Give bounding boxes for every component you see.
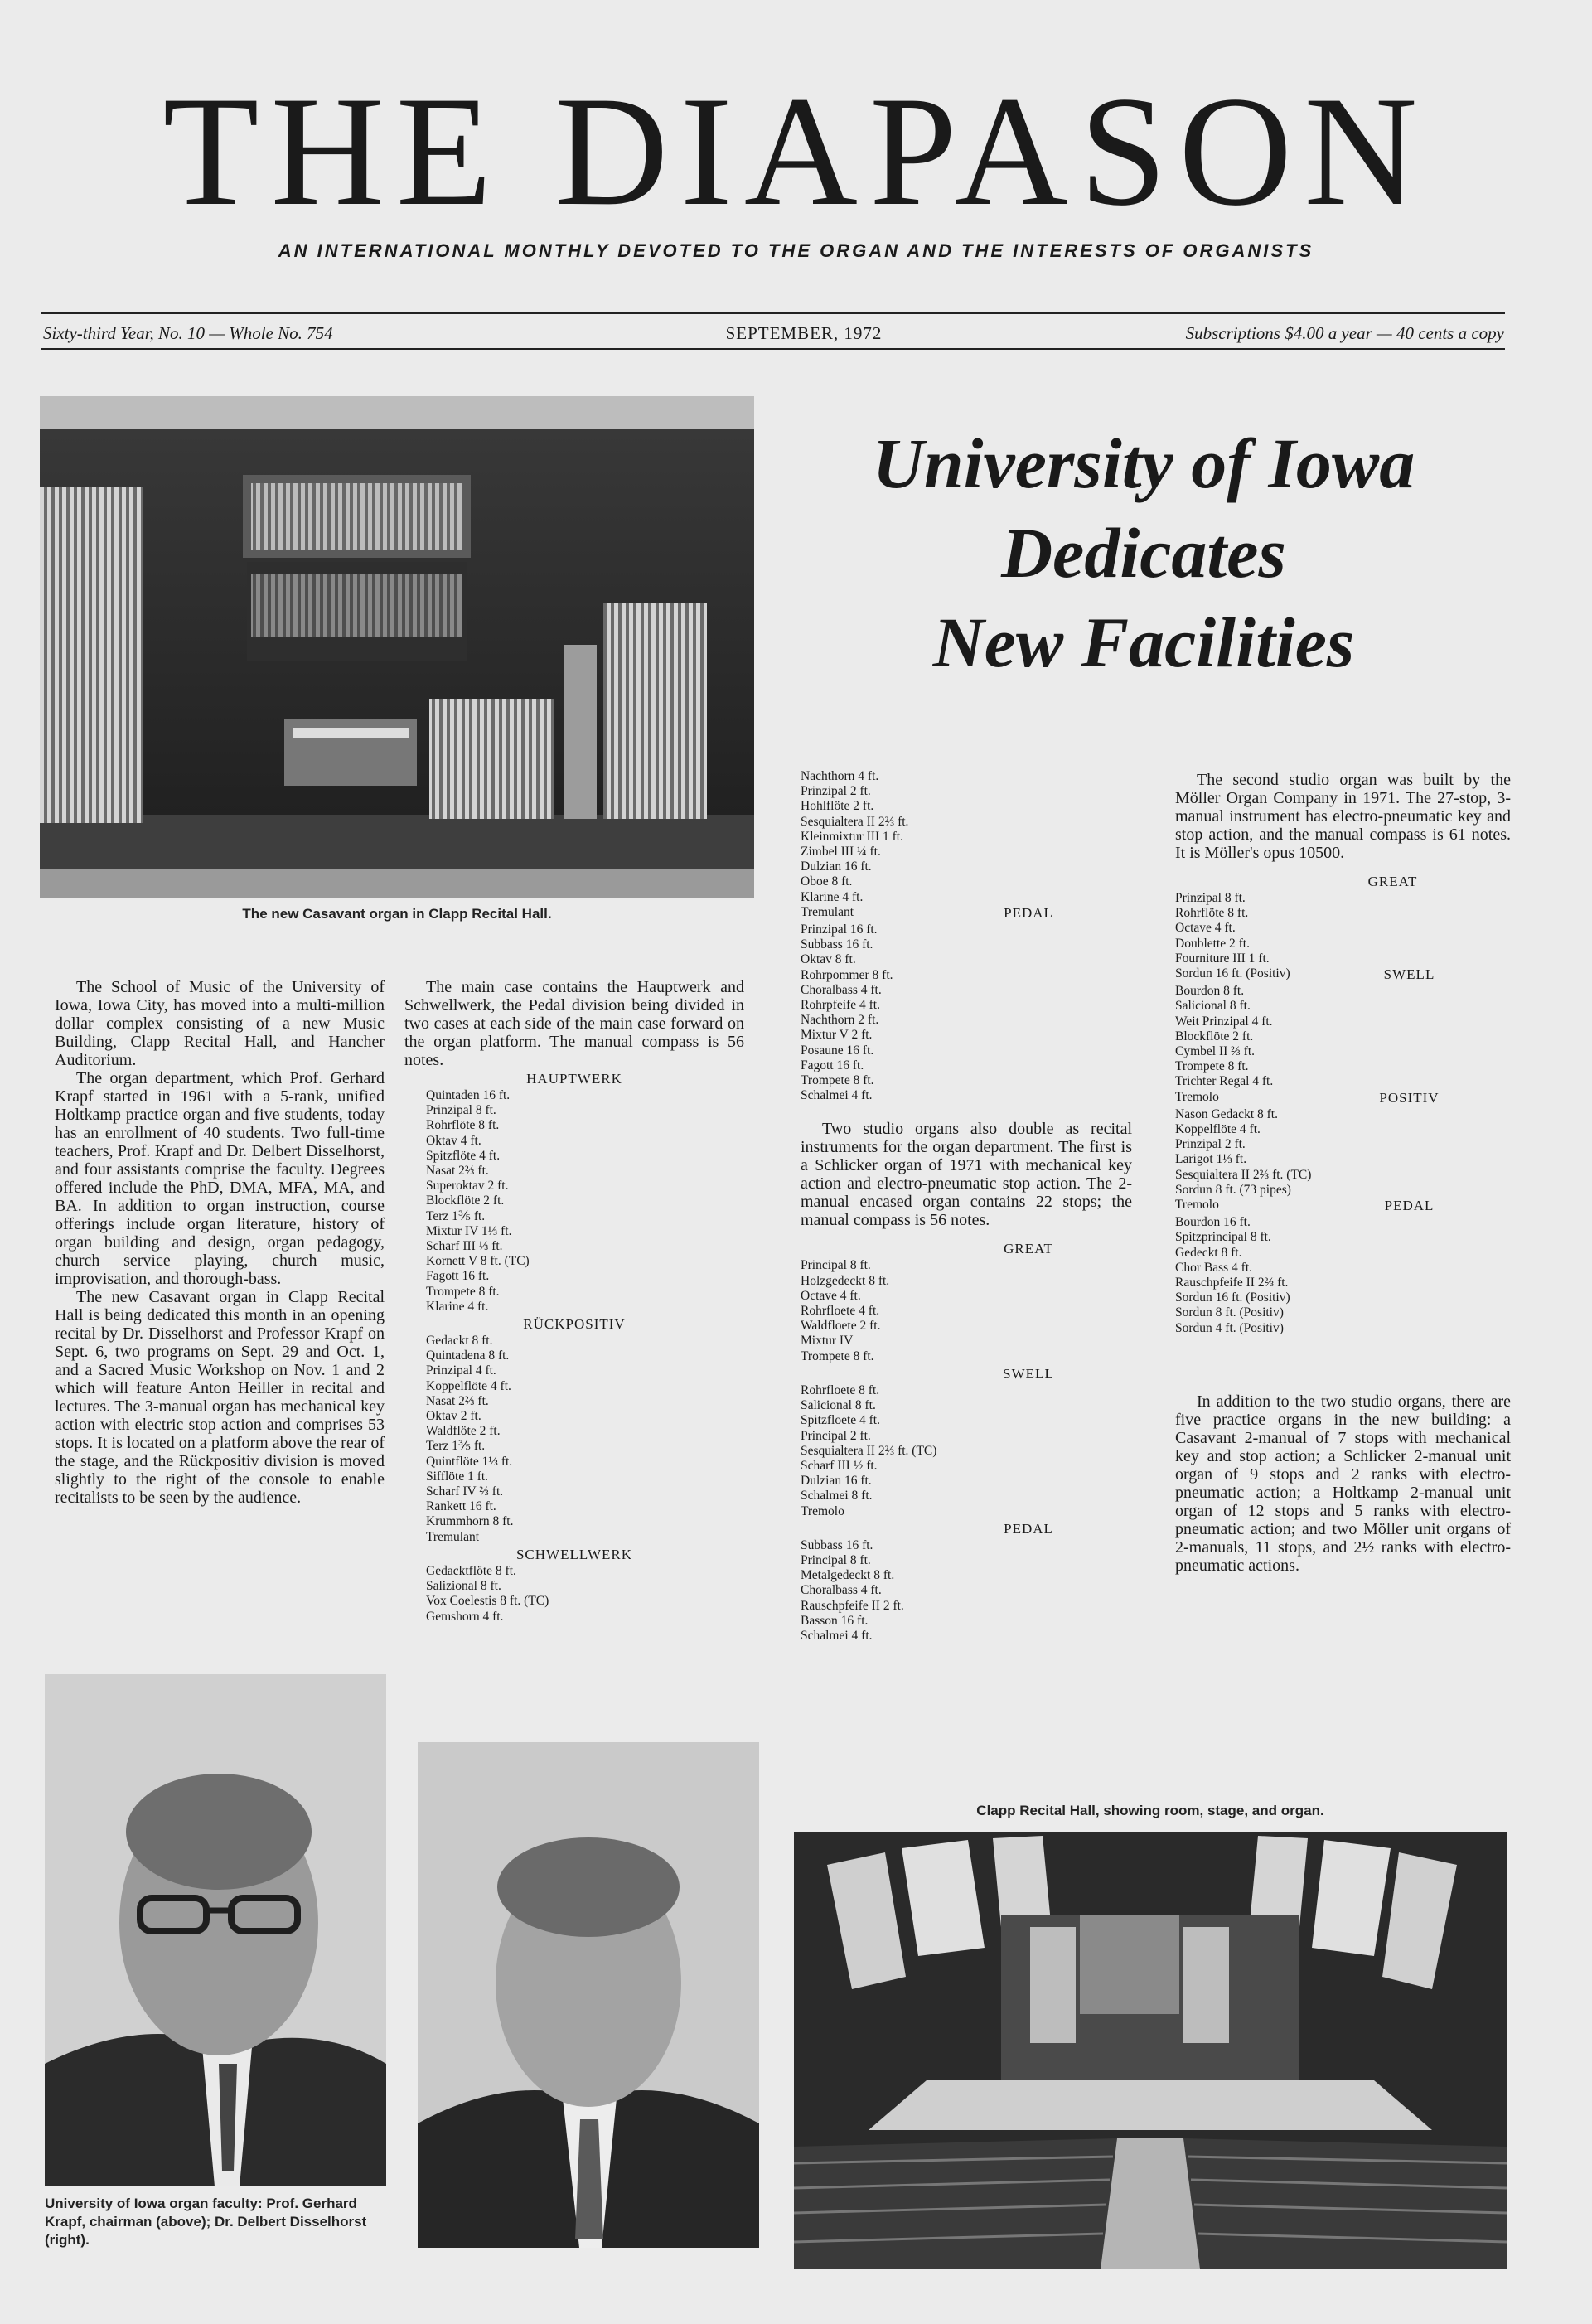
stop-entry: Sordun 16 ft. (Positiv) [1175,966,1290,981]
stop-entry: Blockflöte 2 ft. [1175,1029,1254,1043]
stop-entry: Trichter Regal 4 ft. [1175,1074,1274,1089]
stop-entry: Salizional 8 ft. [426,1579,501,1594]
stop-entry: Scharf IV ⅔ ft. [426,1484,504,1499]
stop-entry: Dulzian 16 ft. [801,859,872,874]
stop-entry: Gedackt 8 ft. [426,1334,493,1348]
spec-heading-hauptwerk: HAUPTWERK [526,1071,622,1087]
stoplist-pedal [801,922,1132,1103]
article-paragraph: Two studio organs also double as recital instruments for the organ department. The first is a Schlicker organ of 1971 with mechanical key action and electro-pneumatic stop action. The 2-manual encased organ contains 22 stops; the manual compass is 56 notes. [801,1120,1132,1230]
hall-photo-caption: Clapp Recital Hall, showing room, stage, and organ. [976,1803,1324,1818]
stop-entry: Choralbass 4 ft. [801,1583,882,1598]
article-paragraph: The main case contains the Hauptwerk and Schwellwerk, the Pedal division being divided in two cases at each side of the main case forward on the organ platform. The manual compass is 56 notes. [404,978,744,1069]
stop-entry: Weit Prinzipal 4 ft. [1175,1014,1273,1029]
stop-entry: Sordun 8 ft. (Positiv) [1175,1305,1284,1320]
stop-entry: Superoktav 2 ft. [426,1179,509,1193]
spec-heading-swell: SWELL [1003,1365,1054,1382]
stop-entry: Mixtur IV 1⅓ ft. [426,1223,512,1238]
stop-entry: Oboe 8 ft. [801,874,853,889]
photo-delbert-disselhorst [418,1742,759,2248]
stoplist-schwellwerk-continued [801,769,1132,920]
stop-entry: Spitzprincipal 8 ft. [1175,1230,1271,1245]
article-paragraph: The organ department, which Prof. Gerhard Krapf started in 1961 with a 5-rank, unified Holtkamp practice organ and five students, today has an enrollment of 40 students. Two full-time teachers, Prof. Krapf and Dr. Delbert Disselhorst, and four assistants comprise the faculty. Degrees offered include the PhD, DMA, MFA, MA, and BA. In addition to organ instruction, course offerings include organ literature, history of organ building and design, organ pedagogy, church service playing, church music, improvisation, and thorough-bass. [55,1069,385,1288]
stop-entry: Prinzipal 2 ft. [801,784,871,799]
stop-entry: Rankett 16 ft. [426,1499,496,1514]
article-paragraph: The new Casavant organ in Clapp Recital Hall is being dedicated this month in an opening recital by Dr. Disselhorst and Professor Krapf on Sept. 6, two programs on Sept. 29 and Oct. 1, and a Sacred Music Workshop on Nov. 1 and 2 which will feature Anton Heiller in recital and lectures. The 3-manual organ has mechanical key action with electric stop action and comprises 53 stops. It is located on a platform above the rear of the stage, and the Rückpositiv division is moved slightly to the right of the console to enable recitalists to be seen by the audience. [55,1288,385,1507]
stop-entry: Choralbass 4 ft. [801,982,882,997]
stop-entry: Oktav 4 ft. [426,1133,481,1148]
stop-entry: Doublette 2 ft. [1175,936,1250,951]
issue-date: SEPTEMBER, 1972 [725,323,883,343]
stop-entry: Klarine 4 ft. [801,889,864,904]
stop-entry: Waldflöte 2 ft. [426,1424,501,1439]
stop-entry: Subbass 16 ft. [801,1537,873,1552]
stoplist-moller-pedal [1175,1215,1511,1336]
stop-entry: Fagott 16 ft. [426,1269,490,1284]
stop-entry: Quintaden 16 ft. [426,1088,511,1102]
article-column-1 [55,978,385,1507]
stop-entry: Tremolo [1175,1198,1219,1213]
stop-entry: Sesquialtera II 2⅔ ft. (TC) [1175,1167,1312,1182]
stop-entry: Scharf III ⅓ ft. [426,1239,503,1254]
stop-entry: Rohrpommer 8 ft. [801,967,893,982]
stop-entry: Tremolo [1175,1089,1219,1104]
stop-entry: Krummhorn 8 ft. [426,1514,514,1529]
stop-entry: Oktav 2 ft. [426,1409,481,1424]
stop-entry: Blockflöte 2 ft. [426,1193,505,1208]
issue-number: Sixty-third Year, No. 10 — Whole No. 754 [43,323,333,343]
stop-entry: Sordun 16 ft. (Positiv) [1175,1290,1290,1305]
stop-entry: Principal 8 ft. [801,1552,871,1567]
masthead-title: THE DIAPASON [162,65,1430,239]
stop-entry: Salicional 8 ft. [801,1398,876,1413]
masthead-tagline: AN INTERNATIONAL MONTHLY DEVOTED TO THE ORGAN AND THE INTERESTS OF ORGANISTS [278,240,1314,261]
stop-entry: Nachthorn 4 ft. [801,769,879,783]
stop-entry: Rauschpfeife II 2⅔ ft. [1175,1276,1289,1290]
stop-entry: Prinzipal 16 ft. [801,922,878,937]
spec-heading-great: GREAT [1367,874,1418,889]
headline-line-1: University of Iowa [872,424,1415,503]
article-paragraph: The second studio organ was built by the Möller Organ Company in 1971. The 27-stop, 3-manual instrument has electro-pneumatic key and stop action, and the manual compass is 61 notes. It is Möller's opus 10500. [1175,771,1511,862]
stop-entry: Prinzipal 8 ft. [1175,891,1246,905]
stop-entry: Nachthorn 2 ft. [801,1013,879,1028]
stop-entry: Fourniture III 1 ft. [1175,951,1270,966]
stop-entry: Hohlflöte 2 ft. [801,799,874,814]
stop-entry: Fagott 16 ft. [801,1058,864,1072]
stop-entry: Nasat 2⅔ ft. [426,1393,489,1408]
photo-gerhard-krapf [45,1674,386,2186]
header-rule-top [41,312,1505,314]
article-column-4 [1175,771,1511,1575]
stop-entry: Kleinmixtur III 1 ft. [801,829,903,844]
stop-entry: Spitzfloete 4 ft. [801,1413,880,1428]
stop-entry: Spitzflöte 4 ft. [426,1148,501,1163]
spec-heading-great: GREAT [1004,1241,1053,1257]
stop-entry: Posaune 16 ft. [801,1043,874,1058]
stop-entry: Prinzipal 4 ft. [426,1363,496,1378]
clapp-hall-photo [794,1832,1507,2269]
stop-entry: Holzgedeckt 8 ft. [801,1273,890,1288]
stop-entry: Principal 2 ft. [801,1428,871,1443]
article-column-3 [801,769,1132,1644]
moller-paragraph [1175,771,1511,862]
stop-entry: Rohrflöte 8 ft. [426,1118,500,1133]
stop-entry: Octave 4 ft. [801,1288,861,1303]
stop-entry: Dulzian 16 ft. [801,1474,872,1489]
spec-heading-pedal: PEDAL [1004,905,1053,922]
stop-entry: Sifflöte 1 ft. [426,1469,489,1484]
stop-entry: Tremolo [801,1503,844,1518]
header-rule-bottom [41,348,1505,350]
stop-entry: Octave 4 ft. [1175,921,1236,936]
stop-entry: Gemshorn 4 ft. [426,1609,504,1624]
stop-entry: Mixtur V 2 ft. [801,1028,873,1043]
stop-entry: Gedacktflöte 8 ft. [426,1563,516,1578]
stop-entry: Subbass 16 ft. [801,937,873,952]
main-case-paragraph [404,978,744,1069]
stop-entry: Prinzipal 8 ft. [426,1103,496,1118]
stoplist-schlicker-pedal [801,1538,1132,1644]
stop-entry: Scharf III ½ ft. [801,1458,878,1473]
article-paragraph: The School of Music of the University of Iowa, Iowa City, has moved into a multi-million dollar complex consisting of a new Music Building, Clapp Recital Hall, and Hancher Auditorium. [55,978,385,1069]
stop-entry: Nason Gedackt 8 ft. [1175,1106,1278,1121]
stop-entry: Zimbel III ¼ ft. [801,845,881,859]
organ-photo [40,396,754,898]
stop-entry: Sesquialtera II 2⅔ ft. (TC) [801,1443,937,1458]
stop-entry: Koppelflöte 4 ft. [1175,1122,1261,1137]
stop-entry: Sesquialtera II 2⅔ ft. [801,814,909,829]
stop-entry: Chor Bass 4 ft. [1175,1260,1252,1275]
stop-entry: Quintadena 8 ft. [426,1348,510,1363]
stop-entry: Rohrflöte 8 ft. [1175,906,1249,921]
stoplist-moller-swell [1175,984,1511,1105]
stop-entry: Kornett V 8 ft. (TC) [426,1254,530,1269]
organ-photo-caption: The new Casavant organ in Clapp Recital Hall. [242,906,552,922]
stop-entry: Trompete 8 ft. [801,1348,874,1363]
stop-entry: Schalmei 4 ft. [801,1088,873,1103]
stop-entry: Klarine 4 ft. [426,1299,489,1314]
subscription-price: Subscriptions $4.00 a year — 40 cents a copy [1185,323,1504,343]
spec-heading-ruckpositiv: RÜCKPOSITIV [523,1316,626,1333]
stop-entry: Salicional 8 ft. [1175,999,1251,1014]
stoplist-moller-positiv [1175,1107,1511,1213]
stop-entry: Rohrpfeife 4 ft. [801,998,880,1013]
stop-entry: Trompete 8 ft. [1175,1059,1249,1074]
stop-entry: Rohrfloete 4 ft. [801,1304,880,1319]
stoplist-schlicker-great [801,1258,1132,1363]
stop-entry: Rohrfloete 8 ft. [801,1382,880,1397]
stop-entry: Larigot 1⅓ ft. [1175,1152,1247,1167]
stop-entry: Trompete 8 ft. [801,1073,874,1088]
stop-entry: Prinzipal 2 ft. [1175,1137,1246,1152]
headline-line-2: Dedicates [1001,513,1286,593]
stop-entry: Terz 1⅗ ft. [426,1439,486,1454]
stoplist-schlicker-swell [801,1383,1132,1519]
faculty-caption: University of Iowa organ faculty: Prof. Gerhard Krapf, chairman (above); Dr. Delbert Disselhorst (right). [45,2196,367,2248]
spec-heading-pedal: PEDAL [1384,1198,1435,1214]
stop-entry: Oktav 8 ft. [801,952,856,967]
stoplist-hauptwerk [404,1088,744,1315]
stop-entry: Gedeckt 8 ft. [1175,1245,1242,1260]
stop-entry: Bourdon 8 ft. [1175,984,1245,999]
stop-entry: Mixtur IV [801,1334,854,1348]
stop-entry: Schalmei 8 ft. [801,1489,873,1503]
headline-line-3: New Facilities [932,603,1355,682]
stoplist-ruckpositiv [404,1334,744,1545]
stop-entry: Nasat 2⅔ ft. [426,1164,489,1179]
stop-entry: Bourdon 16 ft. [1175,1215,1251,1230]
stop-entry: Principal 8 ft. [801,1258,871,1273]
stop-entry: Basson 16 ft. [801,1613,869,1628]
studio-organ-paragraph [801,1120,1132,1229]
stop-entry: Koppelflöte 4 ft. [426,1378,511,1393]
article-column-2 [404,978,744,1624]
spec-heading-swell: SWELL [1383,966,1435,983]
spec-heading-schwellwerk: SCHWELLWERK [515,1546,633,1562]
stop-entry: Schalmei 4 ft. [801,1628,873,1643]
stop-entry: Quintflöte 1⅓ ft. [426,1454,513,1469]
article-headline [804,419,1483,687]
stop-entry: Sordun 8 ft. (73 pipes) [1175,1182,1291,1197]
stop-entry: Rauschpfeife II 2 ft. [801,1598,904,1613]
stop-entry: Sordun 4 ft. (Positiv) [1175,1320,1284,1335]
article-paragraph: In addition to the two studio organs, there are five practice organs in the new building: a Casavant 2-manual of 7 stops with mechanical key and stop action; a Schlicker 2-manual unit organ of 9 stops and 2 ranks with electro-pneumatic action; a Holtkamp 2-manual unit organ of 12 stops and 5 ranks with electro-pneumatic action; and two Möller unit organs of 2-manuals, 11 stops, and 2½ ranks with electro-pneumatic actions. [1175,1392,1511,1575]
stop-entry: Trompete 8 ft. [426,1284,500,1299]
spec-heading-positiv: POSITIV [1379,1089,1440,1106]
stop-entry: Metalgedeckt 8 ft. [801,1568,895,1583]
stop-entry: Tremulant [801,904,854,919]
stop-entry: Cymbel II ⅔ ft. [1175,1044,1255,1059]
stop-entry: Vox Coelestis 8 ft. (TC) [426,1594,549,1609]
stoplist-schwellwerk [404,1564,744,1624]
practice-organs-paragraph [1175,1392,1511,1575]
stop-entry: Terz 1⅗ ft. [426,1208,486,1223]
stop-entry: Tremulant [426,1529,480,1544]
stop-entry: Waldfloete 2 ft. [801,1319,881,1334]
spec-heading-pedal: PEDAL [1004,1520,1053,1537]
